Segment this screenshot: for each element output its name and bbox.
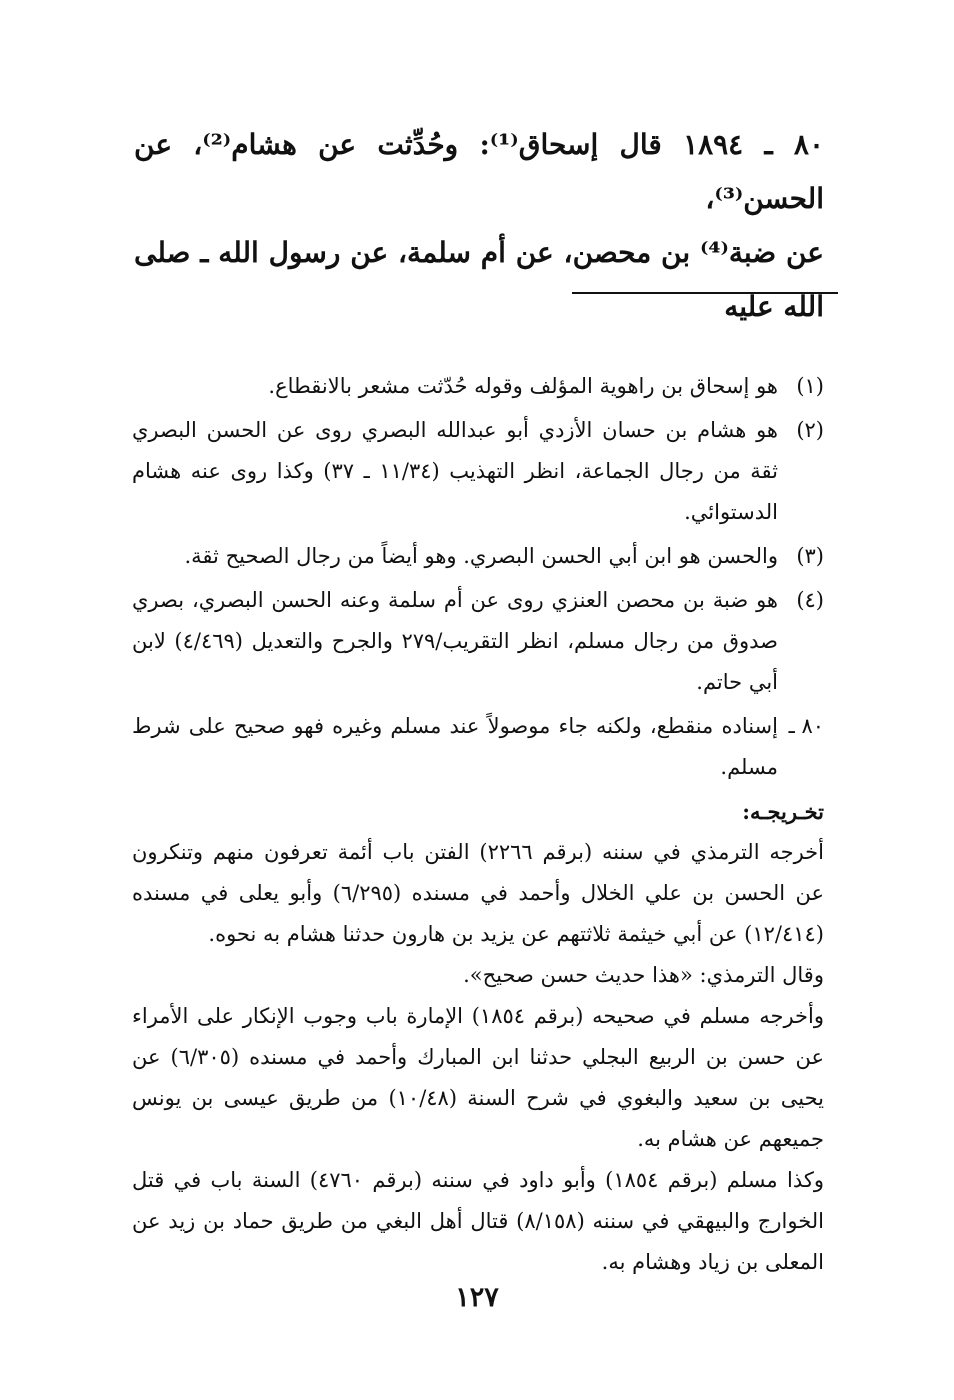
footnote-4: [132, 580, 824, 703]
footnote-number: ٨٠ ـ: [788, 714, 824, 738]
footnote-number: (١): [796, 374, 824, 398]
hadith-line-2: عن ضبة⁽⁴⁾ بن محصن، عن أم سلمة، عن رسول الله ـ صلى الله عليه: [134, 236, 824, 323]
footnote-text: والحسن هو ابن أبي الحسن البصري. وهو أيضاً من رجال الصحيح ثقة.: [184, 544, 778, 568]
footnote-1: [132, 366, 824, 407]
footnote-number: (٣): [796, 544, 824, 568]
takhrij-paragraph-1: أخرجه الترمذي في سننه (برقم ٢٢٦٦) الفتن باب أئمة تعرفون منهم وتنكرون عن الحسن بن علي الخلال وأحمد في مسنده (٦/٢٩٥) وأبو يعلى في مسنده (١٢/٤١٤) عن أبي خيثمة ثلاثتهم عن يزيد بن هارون حدثنا هشام به نحوه.: [132, 840, 824, 946]
takhrij-paragraph-4: وكذا مسلم (برقم ١٨٥٤) وأبو داود في سننه (برقم ٤٧٦٠) السنة باب في قتل الخوارج والبيهقي في سننه (٨/١٥٨) قتال أهل البغي من طريق حماد بن زيد عن المعلى بن زياد وهشام به.: [132, 1168, 825, 1274]
takhrij-paragraph-2: وقال الترمذي: «هذا حديث حسن صحيح».: [463, 963, 824, 987]
footnote-text: هو ضبة بن محصن العنزي روى عن أم سلمة وعنه الحسن البصري، بصري صدوق من رجال مسلم، انظر التقريب/٢٧٩ والجرح والتعديل (٤/٤٦٩) لابن أبي حاتم.: [132, 588, 779, 694]
footnote-2: [132, 410, 824, 533]
footnote-divider: [572, 292, 838, 294]
takhrij-paragraph-3: وأخرجه مسلم في صحيحه (برقم ١٨٥٤) الإمارة باب وجوب الإنكار على الأمراء عن حسن بن الربيع البجلي حدثنا ابن المبارك وأحمد في مسنده (٦/٣٠٥) عن يحيى بن سعيد والبغوي في شرح السنة (١٠/٤٨) من طريق عيسى بن يونس جميعهم عن هشام به.: [132, 1004, 824, 1151]
footnotes-section: [132, 366, 824, 1283]
footnote-text: إسناده منقطع، ولكنه جاء موصولاً عند مسلم وغيره فهو صحيح على شرط مسلم.: [132, 714, 778, 779]
takhrij-heading: تخـريجـه:: [742, 799, 824, 824]
footnote-text: هو هشام بن حسان الأزدي أبو عبدالله البصري روى عن الحسن البصري ثقة من رجال الجماعة، انظر التهذيب (١١/٣٤ ـ ٣٧) وكذا روى عنه هشام الدستوائي.: [132, 418, 778, 524]
hadith-grade-note: [132, 706, 824, 788]
page-number: ١٢٧: [455, 1282, 499, 1313]
hadith-text: [134, 118, 824, 334]
footnote-3: [132, 536, 824, 577]
hadith-line-1: ٨٠ ـ ١٨٩٤ قال إسحاق⁽¹⁾: وحُدِّثت عن هشام⁽²⁾، عن الحسن⁽³⁾،: [134, 128, 824, 215]
footnote-text: هو إسحاق بن راهوية المؤلف وقوله حُدّثت مشعر بالانقطاع.: [268, 374, 778, 398]
footnote-number: (٢): [796, 418, 824, 442]
footnote-number: (٤): [796, 588, 824, 612]
